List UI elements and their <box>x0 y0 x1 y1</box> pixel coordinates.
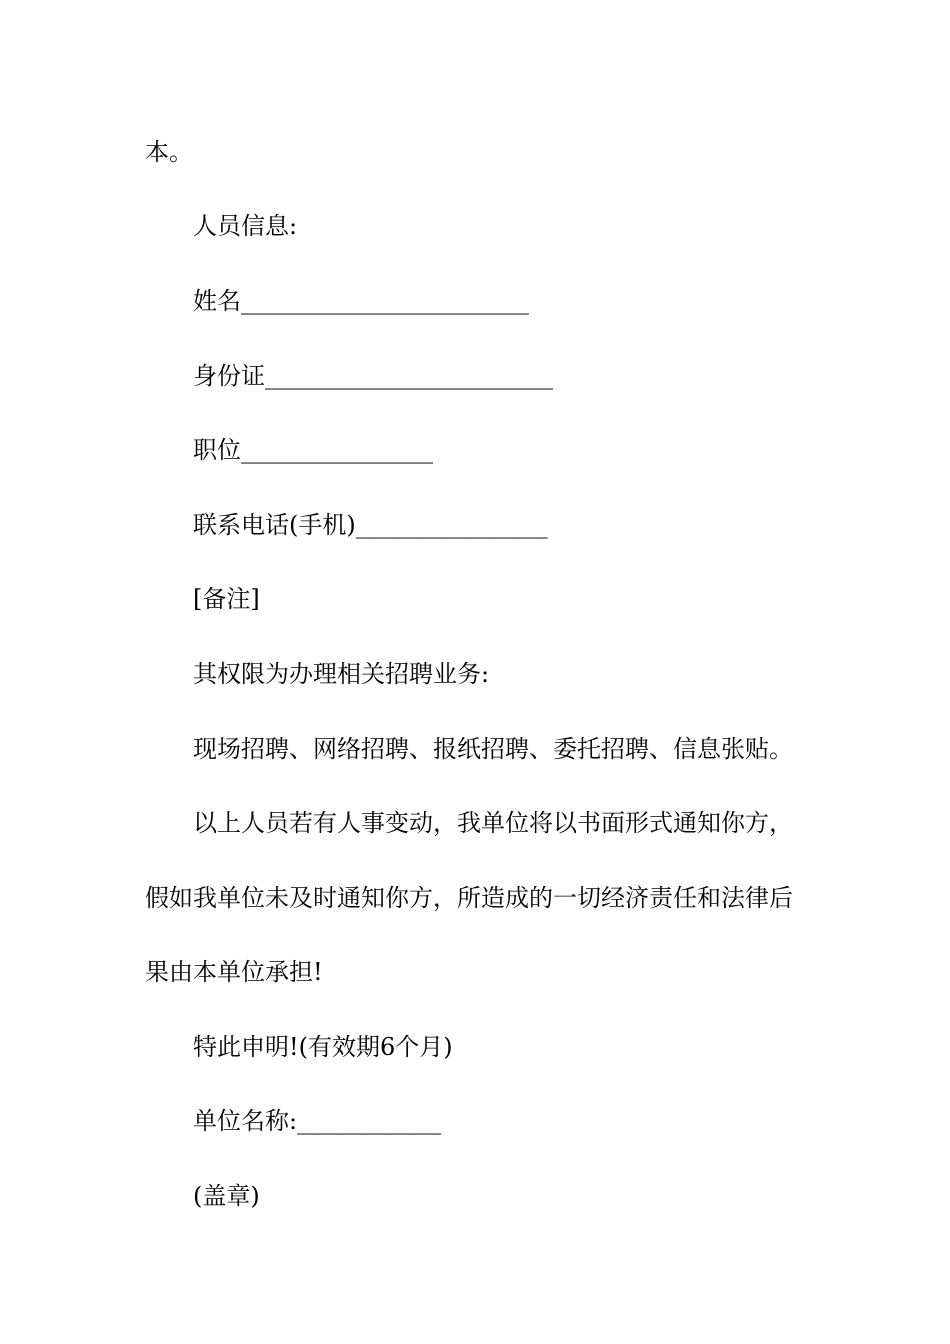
notice-paragraph-line-3: 果由本单位承担! <box>145 958 323 986</box>
name-field-line: 姓名________________________ <box>193 287 529 315</box>
position-field-line: 职位________________ <box>193 436 433 464</box>
phone-field-line: 联系电话(手机)________________ <box>193 511 548 539</box>
id-card-field-line: 身份证________________________ <box>193 362 553 390</box>
remarks-heading: [备注] <box>193 585 260 613</box>
seal-label: (盖章) <box>193 1182 260 1210</box>
notice-paragraph-line-1: 以上人员若有人事变动，我单位将以书面形式通知你方， <box>193 809 793 837</box>
recruitment-types-text: 现场招聘、网络招聘、报纸招聘、委托招聘、信息张贴。 <box>193 735 793 763</box>
continuation-text: 本。 <box>145 138 193 166</box>
personnel-info-heading: 人员信息: <box>193 212 298 240</box>
unit-name-field-line: 单位名称:____________ <box>193 1107 442 1135</box>
declaration-validity-text: 特此申明!(有效期6个月) <box>193 1033 453 1061</box>
notice-paragraph-line-2: 假如我单位未及时通知你方，所造成的一切经济责任和法律后 <box>145 884 793 912</box>
authority-scope-text: 其权限为办理相关招聘业务: <box>193 660 490 688</box>
